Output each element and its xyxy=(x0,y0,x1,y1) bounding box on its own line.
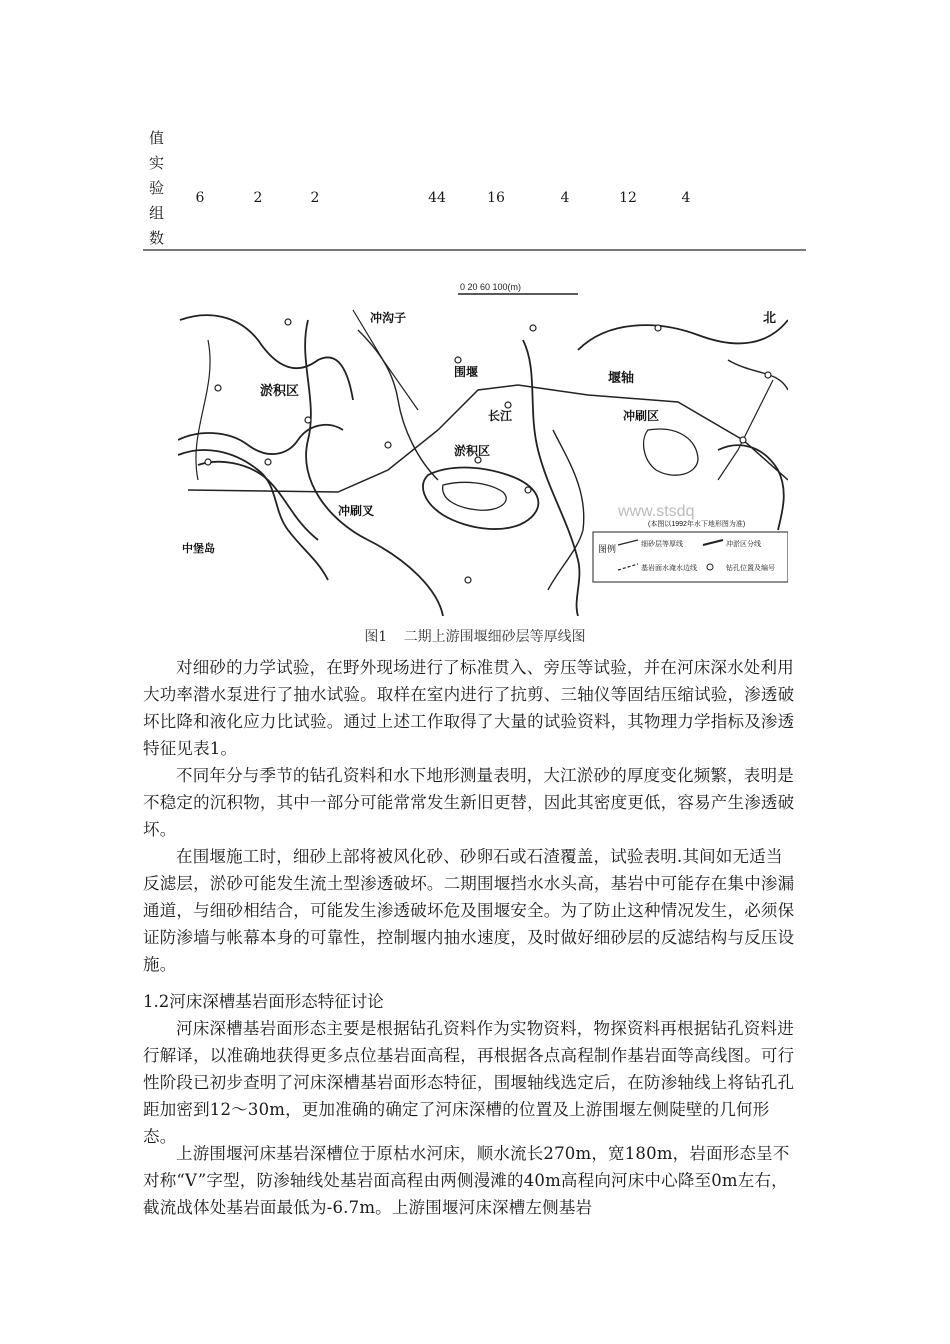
table-cell: 2 xyxy=(253,190,263,206)
map-legend xyxy=(593,519,788,582)
caption-label: 图1 xyxy=(364,629,388,645)
row-label-char: 验 xyxy=(149,179,165,197)
paragraph: 河床深槽基岩面形态主要是根据钻孔资料作为实物资料，物探资料再根据钻孔资料进行解译，以准确地获得更多点位基岩面高程，再根据各点高程制作基岩面等高线图。可行性阶段已初步查明了河床深槽基岩面形态特征，围堰轴线选定后，在防渗轴线上将钻孔孔距加密到12～30m，更加准确的确定了河床深槽的位置及上游围堰左侧陡壁的几何形态。 xyxy=(143,1019,795,1146)
map-label-yan-zhou: 堰轴 xyxy=(608,370,635,385)
paragraph: 对细砂的力学试验，在野外现场进行了标准贯入、旁压等试验，并在河床深水处利用大功率潜水泵进行了抽水试验。取样在室内进行了抗剪、三轴仪等固结压缩试验，渗透破坏比降和液化应力比试验。通过上述工作取得了大量的试验资料，其物理力学指标及渗透特征见表1。 xyxy=(143,658,795,758)
svg-text:0 20 60 100(m): 0 20 60 100(m) xyxy=(460,282,522,292)
scale-bar xyxy=(458,282,578,294)
table-cell: 12 xyxy=(619,190,637,206)
map-label-chang-jiang: 长江 xyxy=(488,409,513,423)
legend-item: 钻孔位置及编号 xyxy=(726,565,775,572)
watermark: www.stsdq xyxy=(618,503,695,520)
sand-thickness-contour-map xyxy=(178,280,788,616)
map-label-yu-ji-qu-2: 淤积区 xyxy=(454,444,491,458)
map-label-wei-yan: 围堰 xyxy=(454,365,479,379)
row-label xyxy=(149,126,169,251)
row-label-char: 值 xyxy=(149,129,165,147)
table-bottom-rule xyxy=(143,249,806,251)
figure-caption xyxy=(0,626,950,646)
row-label-char: 数 xyxy=(149,229,165,247)
map-label-zhong-bao-dao: 中堡岛 xyxy=(182,543,215,555)
legend-note: (本图以1992年水下地形图为准) xyxy=(648,521,746,528)
table-fragment xyxy=(143,118,806,250)
map-label-yu-ji-qu: 淤积区 xyxy=(260,383,300,398)
map-label-chong-gou-zi: 冲沟子 xyxy=(370,311,407,325)
row-label-char: 组 xyxy=(149,204,165,222)
table-cell: 44 xyxy=(428,190,446,206)
paragraph: 上游围堰河床基岩深槽位于原枯水河床，顺水流长270m，宽180m，岩面形态呈不对称“V”字型，防渗轴线处基岩面高程由两侧漫滩的40m高程向河床中心降至0m左右，截流战体处基岩面最低为-6.7m。上游围堰河床深槽左侧基岩 xyxy=(143,1144,790,1217)
legend-item: 基岩面水淹水边线 xyxy=(641,565,697,572)
legend-item: 冲淤区分线 xyxy=(726,541,761,548)
map-label-chong-shua-qu: 冲刷区 xyxy=(623,409,660,423)
table-cell: 4 xyxy=(681,190,691,206)
paragraph: 不同年分与季节的钻孔资料和水下地形测量表明，大江淤砂的厚度变化频繁，表明是不稳定的沉积物，其中一部分可能常常发生新旧更替，因此其密度更低，容易产生渗透破坏。 xyxy=(143,766,795,839)
table-cell: 16 xyxy=(487,190,505,206)
table-cell: 2 xyxy=(310,190,320,206)
map-label-chong-shua-cha: 冲刷叉 xyxy=(338,504,375,518)
row-label-char: 实 xyxy=(149,154,165,172)
legend-title: 图例 xyxy=(598,544,617,554)
table-cell: 4 xyxy=(560,190,570,206)
north-label: 北 xyxy=(763,310,777,325)
caption-text: 二期上游围堰细砂层等厚线图 xyxy=(403,629,586,645)
legend-item: 细砂层等厚线 xyxy=(641,541,683,548)
section-heading: 1.2河床深槽基岩面形态特征讨论 xyxy=(143,992,384,1011)
paragraph: 在围堰施工时，细砂上部将被风化砂、砂卵石或石渣覆盖，试验表明.其间如无适当反滤层，淤砂可能发生流土型渗透破坏。二期围堰挡水水头高，基岩中可能存在集中渗漏通道，与细砂相结合，可能发生渗透破坏危及围堰安全。为了防止这种情况发生，必须保证防渗墙与帐幕本身的可靠性，控制堰内抽水速度，及时做好细砂层的反滤结构与反压设施。 xyxy=(143,847,795,974)
table-cell: 6 xyxy=(195,190,205,206)
